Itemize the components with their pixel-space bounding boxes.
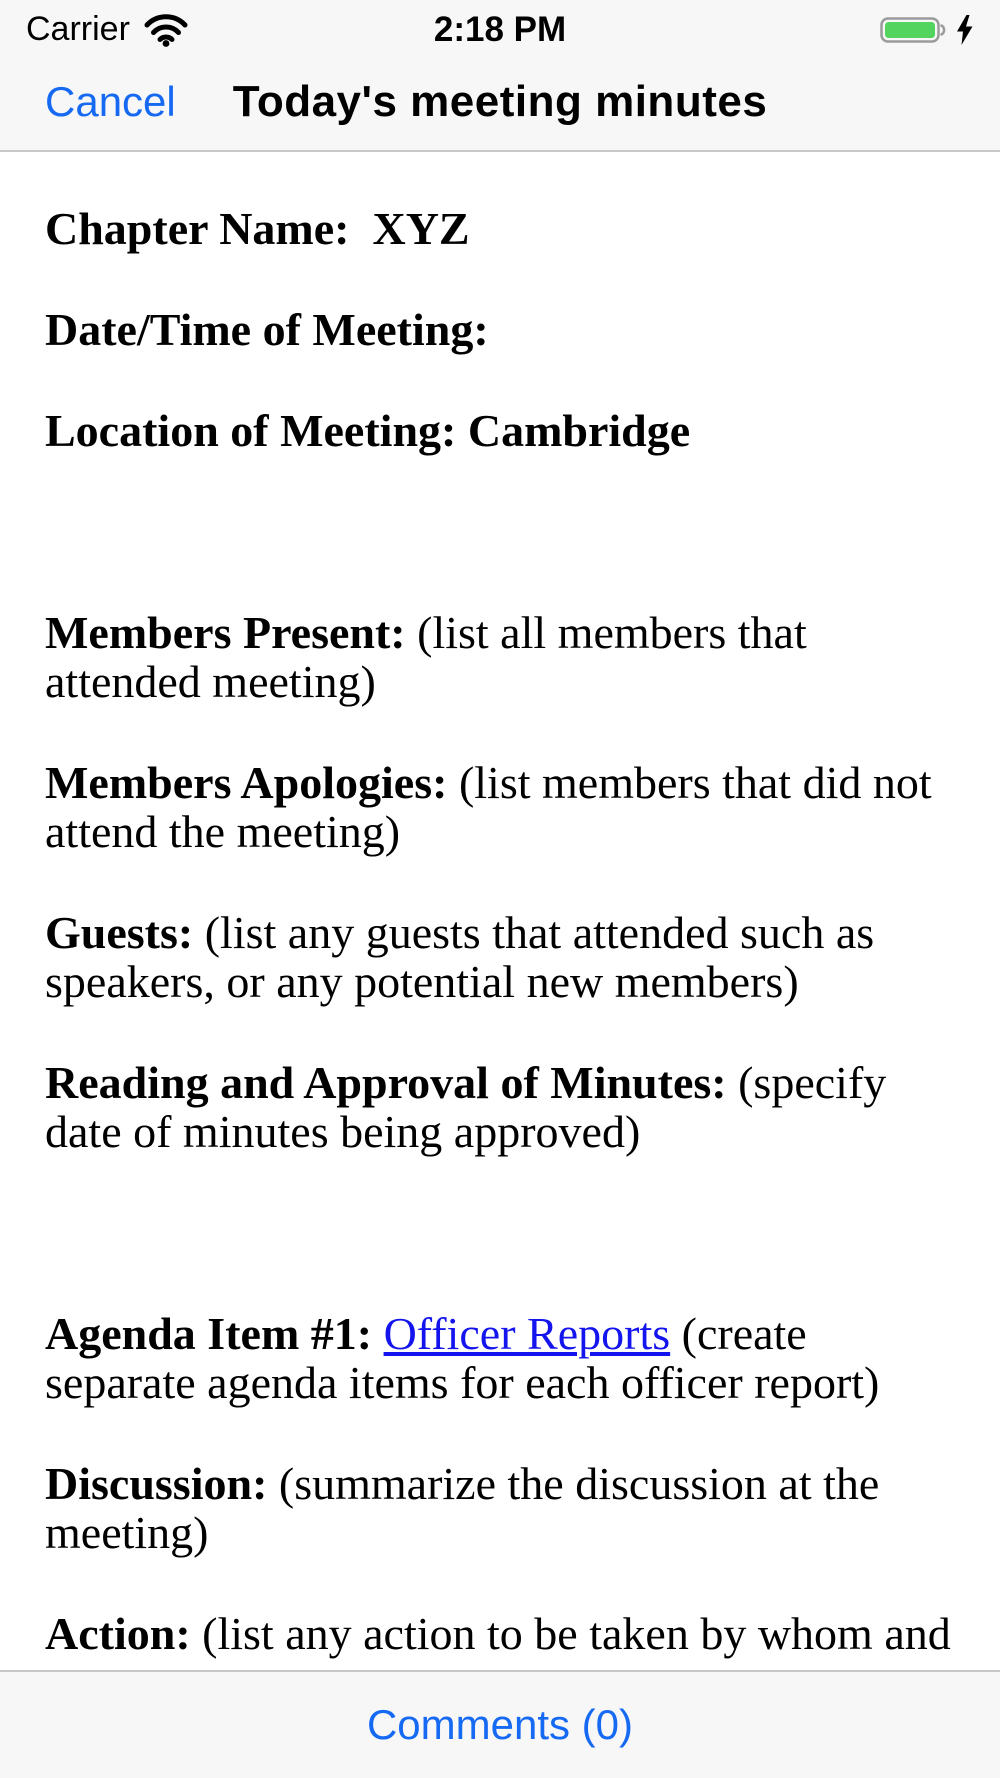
carrier-label: Carrier: [26, 10, 130, 48]
document-bold-text: Chapter Name: XYZ: [45, 203, 470, 254]
document-line: [45, 1309, 955, 1358]
document-text: attended meeting): [45, 656, 376, 707]
nav-bar: [0, 53, 1000, 152]
document-text: meeting): [45, 1507, 209, 1558]
document-text: (list any guests that attended such as: [193, 907, 875, 958]
document-blank-paragraph: [45, 1208, 955, 1257]
document-text: separate agenda items for each officer report): [45, 1357, 880, 1408]
battery-full-icon: [880, 17, 946, 43]
document-bold-text: Location of Meeting: Cambridge: [45, 405, 691, 456]
document-text: [372, 1308, 384, 1359]
document-text: (summarize the discussion at the: [267, 1458, 880, 1509]
document-paragraph: [45, 758, 955, 856]
document-line: [45, 657, 955, 706]
top-chrome: [0, 0, 1000, 152]
document-bold-text: Date/Time of Meeting:: [45, 304, 489, 355]
document-line: [45, 1058, 955, 1107]
status-bar: [0, 0, 1000, 53]
document-paragraph: [45, 1058, 955, 1156]
document-line: [45, 305, 955, 354]
document-line: [45, 1459, 955, 1508]
document-paragraph: [45, 1309, 955, 1407]
document-line: [45, 406, 955, 455]
document-text: (specify: [726, 1057, 887, 1108]
document-paragraph: [45, 608, 955, 706]
document-bold-text: Reading and Approval of Minutes:: [45, 1057, 727, 1108]
cancel-button[interactable]: Cancel: [45, 77, 176, 125]
officer-reports-link[interactable]: Officer Reports: [383, 1308, 671, 1359]
document-bold-text: Members Apologies:: [45, 757, 448, 808]
status-time: 2:18 PM: [433, 9, 567, 49]
document-line: [45, 608, 955, 657]
document-text: date of minutes being approved): [45, 1106, 641, 1157]
document-line: [45, 204, 955, 253]
document-paragraph: [45, 305, 955, 354]
document-line: [45, 1107, 955, 1156]
document-blank-paragraph: [45, 507, 955, 556]
page-title: Today's meeting minutes: [232, 76, 768, 126]
document-body: [0, 152, 1000, 1670]
document-paragraph: [45, 908, 955, 1006]
document-line: [45, 1358, 955, 1407]
document-bold-text: Action:: [45, 1608, 191, 1659]
document-paragraph: [45, 406, 955, 455]
document-text: speakers, or any potential new members): [45, 956, 799, 1007]
document-line: [45, 957, 955, 1006]
document-bold-text: Discussion:: [45, 1458, 268, 1509]
charging-bolt-icon: [955, 15, 974, 45]
status-right: [880, 15, 974, 45]
document-text: attend the meeting): [45, 806, 401, 857]
document-line: [45, 758, 955, 807]
document-line: [45, 1508, 955, 1557]
document-paragraph: [45, 1609, 955, 1658]
bottom-toolbar: [0, 1670, 1000, 1778]
document-bold-text: Members Present:: [45, 607, 406, 658]
document-text: (list all members that: [405, 607, 807, 658]
document-bold-text: Agenda Item #1:: [45, 1308, 373, 1359]
document-line: [45, 908, 955, 957]
document-paragraph: [45, 204, 955, 253]
document-line: [45, 807, 955, 856]
document-line: [45, 1609, 955, 1658]
document-text: (create: [670, 1308, 807, 1359]
document-bold-text: Guests:: [45, 907, 194, 958]
comments-button[interactable]: Comments (0): [366, 1701, 634, 1748]
document-paragraph: [45, 1459, 955, 1557]
document-text: (list any action to be taken by whom and: [190, 1608, 951, 1659]
document-text: (list members that did not: [447, 757, 932, 808]
